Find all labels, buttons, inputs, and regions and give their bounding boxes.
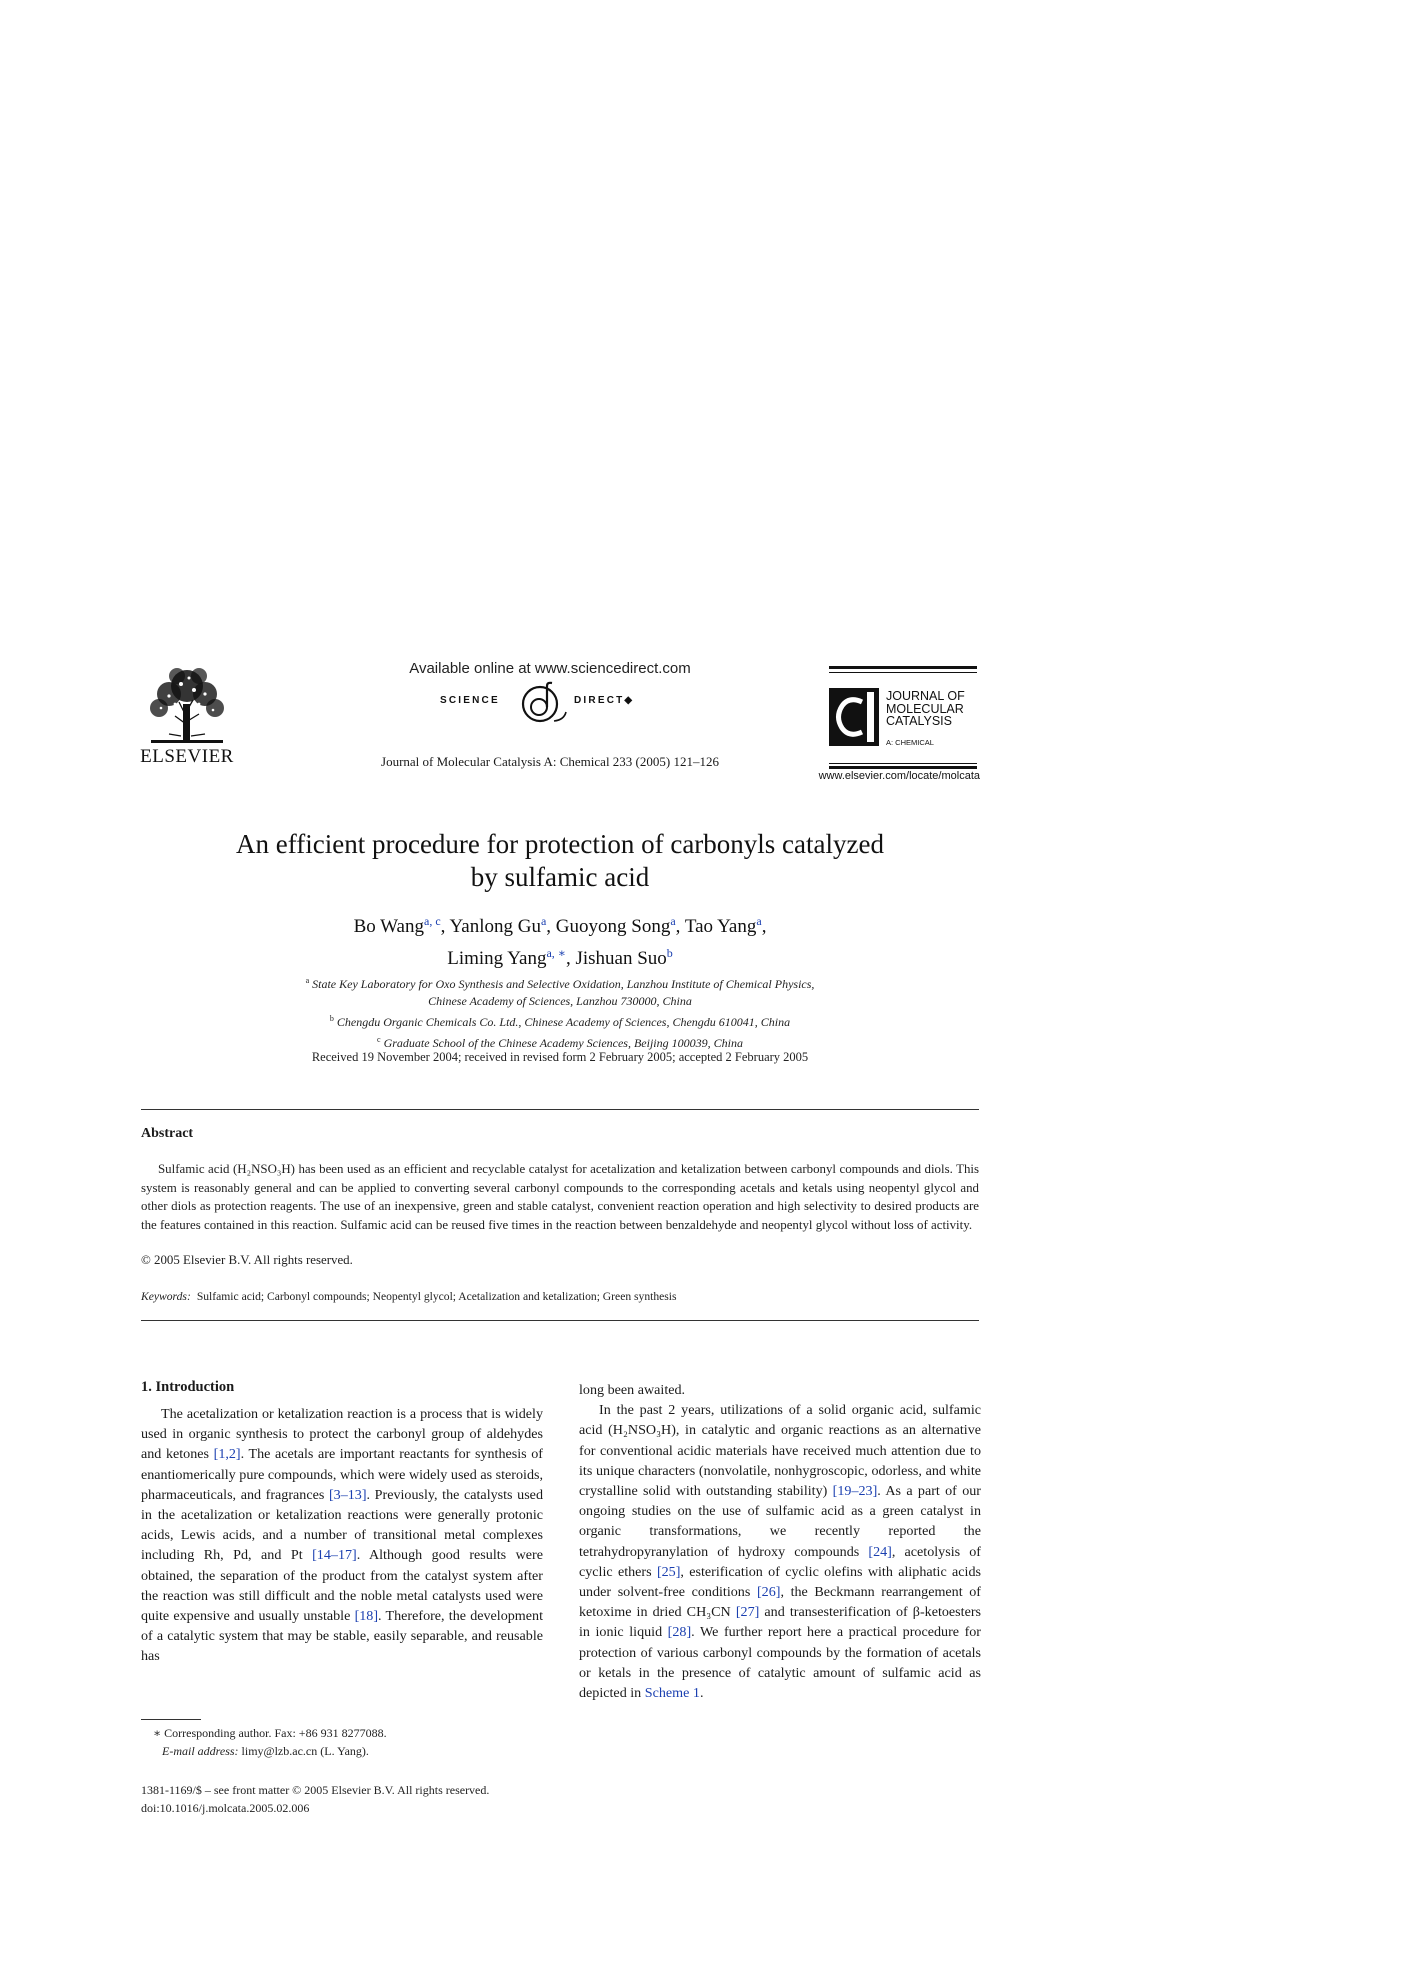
body-text: , the Beckmann rearrangement of ketoxime in dried CH₃CN bbox=[579, 1584, 981, 1621]
divider-top bbox=[141, 1109, 979, 1110]
citation-link[interactable]: Scheme 1 bbox=[644, 1685, 700, 1702]
body-paragraph bbox=[579, 1400, 981, 1703]
citation-link[interactable]: [19–23] bbox=[832, 1483, 878, 1500]
abstract-heading: Abstract bbox=[141, 1126, 194, 1141]
keywords bbox=[141, 1290, 979, 1303]
citation-link[interactable]: [28] bbox=[667, 1624, 692, 1641]
logo-rule-top bbox=[829, 666, 977, 669]
author-affiliation-link[interactable]: b bbox=[666, 946, 673, 960]
affiliation-item-continued: Chinese Academy of Sciences, Lanzhou 730000, China bbox=[428, 994, 692, 1008]
sciencedirect-logo bbox=[440, 680, 640, 724]
footnote-rule bbox=[141, 1719, 201, 1720]
citation-link[interactable]: [26] bbox=[756, 1584, 781, 1601]
elsevier-tree-icon bbox=[139, 664, 235, 744]
author-affiliation-link[interactable]: a bbox=[670, 914, 676, 928]
author-name: Yanlong Gu bbox=[449, 916, 541, 937]
divider-bottom bbox=[141, 1320, 979, 1321]
sciencedirect-d-icon bbox=[516, 680, 570, 724]
citation-link[interactable]: [1,2] bbox=[213, 1446, 241, 1463]
journal-logo-subtitle: A: CHEMICAL bbox=[886, 738, 934, 747]
journal-logo bbox=[829, 666, 977, 768]
elsevier-logo bbox=[139, 664, 235, 768]
article-title bbox=[160, 828, 960, 894]
author-name: Liming Yang bbox=[447, 948, 547, 969]
sciencedirect-right-word: DIRECT◆ bbox=[574, 695, 635, 706]
logo-rule-bottom-thin bbox=[829, 763, 977, 764]
body-text: . Therefore, the development of a catalytic system that may be stable, easily separable, and reusable has bbox=[141, 1608, 543, 1665]
email-address[interactable]: limy@lzb.ac.cn (L. Yang). bbox=[238, 1743, 369, 1758]
journal-logo-title bbox=[886, 690, 982, 728]
author-line: Liming Yang$^{a, ∗}$, Jishuan Suo$^b$ bbox=[447, 946, 673, 969]
issn-line: 1381-1169/$ – see front matter © 2005 Elsevier B.V. All rights reserved. bbox=[141, 1783, 490, 1797]
keywords-list: Sulfamic acid; Carbonyl compounds; Neopentyl glycol; Acetalization and ketalization; Green synthesis bbox=[196, 1290, 677, 1303]
body-text: . As a part of our ongoing studies on the use of sulfamic acid as a green catalyst in organic transformations, we recently reported the tetrahydropyranylation of hydroxy compounds bbox=[579, 1483, 981, 1560]
citation-link[interactable]: [24] bbox=[868, 1543, 892, 1560]
body-text: and transesterification of β-ketoesters in ionic liquid bbox=[579, 1604, 981, 1641]
body-paragraph-continued: long been awaited. bbox=[579, 1382, 686, 1398]
logo-rule-bottom bbox=[829, 766, 977, 769]
journal-logo-line: JOURNAL OF bbox=[886, 689, 965, 703]
body-text: , acetolysis of cyclic ethers bbox=[579, 1543, 981, 1580]
journal-logo-line: CATALYSIS bbox=[886, 714, 952, 728]
citation-link[interactable]: [14–17] bbox=[312, 1547, 357, 1564]
affiliation-item: $^a$ State Key Laboratory for Oxo Synthesis and Selective Oxidation, Lanzhou Institute of Chemical Physics, bbox=[305, 976, 815, 991]
author-name: Guoyong Song bbox=[555, 916, 671, 937]
author-name: Tao Yang bbox=[684, 916, 757, 937]
author-line: Bo Wang$^{a, c}$, Yanlong Gu$^a$, Guoyong Song$^a$, Tao Yang$^a$, bbox=[353, 914, 767, 937]
body-paragraph bbox=[141, 1404, 543, 1667]
author-name: Bo Wang bbox=[353, 916, 424, 937]
doi-line[interactable]: doi:10.1016/j.molcata.2005.02.006 bbox=[141, 1800, 310, 1815]
journal-c-icon bbox=[829, 688, 879, 746]
received-dates: Received 19 November 2004; received in revised form 2 February 2005; accepted 2 February 2005 bbox=[311, 1050, 809, 1064]
body-text: . We further report here a practical procedure for protection of various carbonyl compounds by the formation of acetals or ketals in the presence of catalytic amount of sulfamic acid as depicted in bbox=[579, 1624, 981, 1702]
body-text: In the past 2 years, utilizations of a solid organic acid, sulfamic acid (H₂NSO₃H), in catalytic and organic reactions as an alternative for conventional acidic materials have received much attention due to its unique characters (nonvolatile, nonhygroscopic, odorless, and white crystalline solid with outstanding stability) bbox=[579, 1402, 981, 1500]
abstract-copyright: © 2005 Elsevier B.V. All rights reserved. bbox=[141, 1253, 353, 1267]
footnotes bbox=[153, 1725, 543, 1760]
citation-link[interactable]: [3–13] bbox=[328, 1486, 367, 1503]
available-online-text: Available online at www.sciencedirect.com bbox=[409, 660, 691, 677]
section-heading-introduction: 1. Introduction bbox=[141, 1379, 235, 1395]
front-matter bbox=[141, 1782, 561, 1817]
abstract-body: Sulfamic acid (H₂NSO₃H) has been used as an efficient and recyclable catalyst for acetalization and ketalization between carbonyl compounds and diols. This system is reasonably general and can be applied to converting several carbonyl compounds to the corresponding acetals and ketals using neopentyl glycol and other diols as protection reagents. The use of an inexpensive, green and stable catalyst, convenient reaction operation and high selectivity to desired products are the features contained in this reaction. Sulfamic acid can be reused five times in the reaction between benzaldehyde and neopentyl glycol without loss of activity. bbox=[141, 1162, 979, 1232]
body-text: . bbox=[699, 1685, 704, 1702]
journal-url-link[interactable]: www.elsevier.com/locate/molcata bbox=[818, 770, 980, 782]
author-list bbox=[160, 908, 960, 972]
body-text: , esterification of cyclic olefins with aliphatic acids under solvent-free conditions bbox=[579, 1563, 981, 1601]
affiliation-list bbox=[160, 972, 960, 1052]
author-affiliation-link[interactable]: a, ∗ bbox=[546, 946, 566, 960]
logo-rule-thin bbox=[829, 672, 977, 673]
body-text: . Although good results were obtained, the separation of the product from the catalyst system after the reaction was still difficult and the noble metal catalysts used were quite expensive and usually unstable bbox=[141, 1547, 543, 1625]
body-column-left bbox=[141, 1404, 543, 1667]
author-name: Jishuan Suo bbox=[575, 948, 667, 969]
author-affiliation-link[interactable]: a bbox=[540, 914, 547, 928]
journal-logo-line: MOLECULAR bbox=[886, 701, 964, 716]
affiliation-item: $^c$ Graduate School of the Chinese Academy Sciences, Beijing 100039, China bbox=[377, 1035, 743, 1050]
title-line: An efficient procedure for protection of carbonyls catalyzed bbox=[236, 829, 884, 859]
citation-link[interactable]: [18] bbox=[354, 1608, 379, 1625]
email-label: E-mail address: bbox=[162, 1743, 239, 1758]
body-column-right bbox=[579, 1380, 981, 1703]
author-affiliation-link[interactable]: a, c bbox=[424, 914, 441, 928]
citation-link[interactable]: [25] bbox=[656, 1563, 681, 1580]
title-line: by sulfamic acid bbox=[470, 862, 650, 892]
author-affiliation-link[interactable]: a bbox=[756, 914, 762, 928]
body-text: The acetalization or ketalization reaction is a process that is widely used in organic synthesis to protect the carbonyl group of aldehydes and ketones bbox=[141, 1406, 543, 1463]
journal-reference: Journal of Molecular Catalysis A: Chemical 233 (2005) 121–126 bbox=[381, 754, 719, 769]
body-text: . The acetals are important reactants for synthesis of enantiomerically pure compounds, which were widely used as steroids, pharmaceuticals, and fragrances bbox=[141, 1446, 543, 1503]
keywords-label: Keywords: bbox=[141, 1290, 191, 1303]
elsevier-wordmark: ELSEVIER bbox=[140, 746, 234, 767]
sciencedirect-left-word: SCIENCE bbox=[440, 695, 500, 706]
corresponding-author-note: ∗ Corresponding author. Fax: +86 931 8277088. bbox=[153, 1726, 387, 1740]
body-text: . Previously, the catalysts used in the acetalization or ketalization reactions were generally protonic acids, Lewis acids, and a number of transitional metal complexes including Rh, Pd, and Pt bbox=[141, 1486, 543, 1564]
citation-link[interactable]: [27] bbox=[735, 1604, 760, 1621]
affiliation-item: $^b$ Chengdu Organic Chemicals Co. Ltd., Chinese Academy of Sciences, Chengdu 610041, China bbox=[329, 1014, 791, 1029]
email-note bbox=[153, 1743, 543, 1761]
